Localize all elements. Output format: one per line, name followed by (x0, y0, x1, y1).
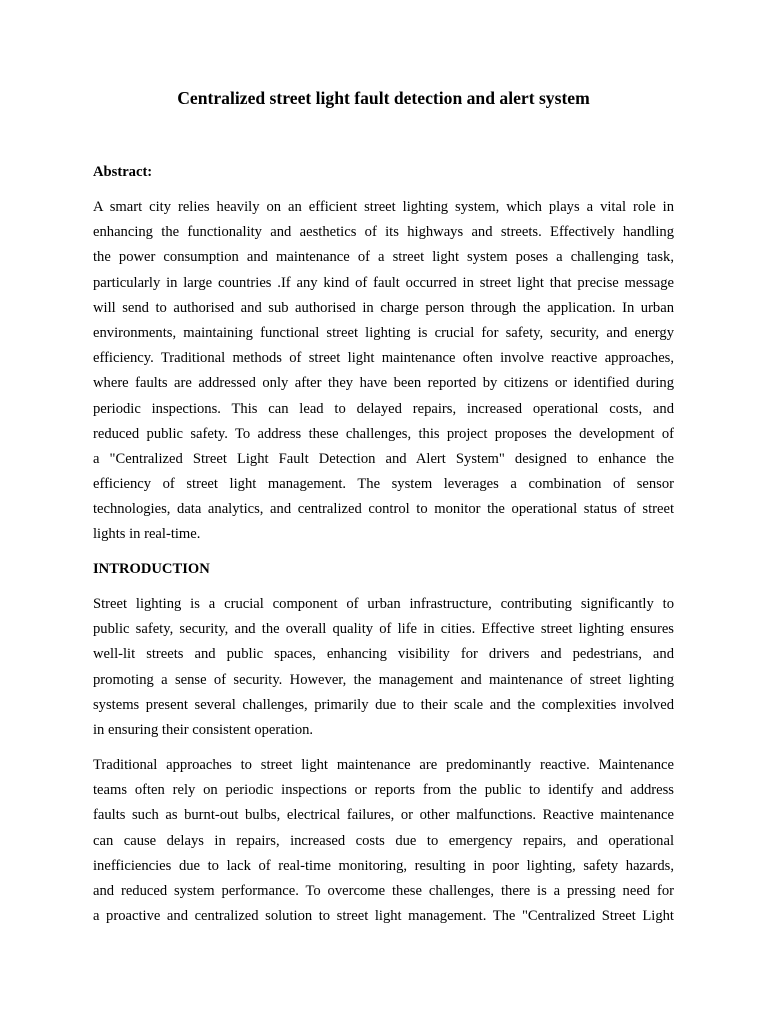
abstract-line: a "Centralized Street Light Fault Detection and Alert System" designed to enhance the (93, 450, 674, 467)
intro-line: teams often rely on periodic inspections or reports from the public to identify and address (93, 782, 674, 799)
intro-line: well-lit streets and public spaces, enhancing visibility for drivers and pedestrians, and (93, 646, 674, 663)
intro-line: inefficiencies due to lack of real-time monitoring, resulting in poor lighting, safety hazards, (93, 857, 674, 874)
intro-line: and reduced system performance. To overcome these challenges, there is a pressing need for (93, 882, 674, 899)
intro-line: promoting a sense of security. However, the management and maintenance of street lighting (93, 671, 674, 688)
intro-line: public safety, security, and the overall quality of life in cities. Effective street lighting ensures (93, 621, 674, 638)
document-title: Centralized street light fault detection and alert system (177, 88, 590, 108)
abstract-line: periodic inspections. This can lead to delayed repairs, increased operational costs, and (93, 400, 674, 417)
intro-line: Street lighting is a crucial component of urban infrastructure, contributing significantly to (93, 596, 674, 612)
intro-line: in ensuring their consistent operation. (93, 721, 314, 738)
intro-line: faults such as burnt-out bulbs, electrical failures, or other malfunctions. Reactive maintenance (93, 807, 674, 824)
abstract-line: enhancing the functionality and aesthetics of its highways and streets. Effectively handling (93, 224, 674, 241)
abstract-line: will send to authorised and sub authorised in charge person through the application. In urban (93, 299, 674, 316)
abstract-line: environments, maintaining functional street lighting is crucial for safety, security, and energy (93, 324, 674, 341)
abstract-paragraph (93, 195, 674, 548)
intro-line: can cause delays in repairs, increased costs due to emergency repairs, and operational (93, 832, 674, 849)
abstract-line: efficiency. Traditional methods of street light maintenance often involve reactive approaches, (93, 350, 674, 367)
intro-line: Traditional approaches to street light maintenance are predominantly reactive. Maintenance (93, 757, 674, 773)
introduction-heading: INTRODUCTION (93, 561, 210, 577)
abstract-heading: Abstract: (93, 164, 153, 180)
abstract-line: the power consumption and maintenance of a street light system poses a challenging task, (93, 249, 674, 266)
introduction-paragraph (93, 753, 674, 929)
intro-line: systems present several challenges, primarily due to their scale and the complexities involved (93, 696, 674, 713)
intro-line: a proactive and centralized solution to street light management. The "Centralized Street Light (93, 908, 674, 925)
abstract-line: reduced public safety. To address these challenges, this project proposes the development of (93, 425, 674, 442)
abstract-line: particularly in large countries .If any kind of fault occurred in street light that precise message (93, 274, 674, 291)
abstract-line: efficiency of street light management. The system leverages a combination of sensor (93, 476, 674, 493)
introduction-paragraph (93, 592, 674, 743)
abstract-line: technologies, data analytics, and centralized control to monitor the operational status of street (93, 501, 674, 518)
abstract-line: where faults are addressed only after they have been reported by citizens or identified during (93, 375, 674, 392)
abstract-line: lights in real-time. (93, 526, 201, 543)
abstract-line: A smart city relies heavily on an efficient street lighting system, which plays a vital role in (93, 199, 674, 215)
